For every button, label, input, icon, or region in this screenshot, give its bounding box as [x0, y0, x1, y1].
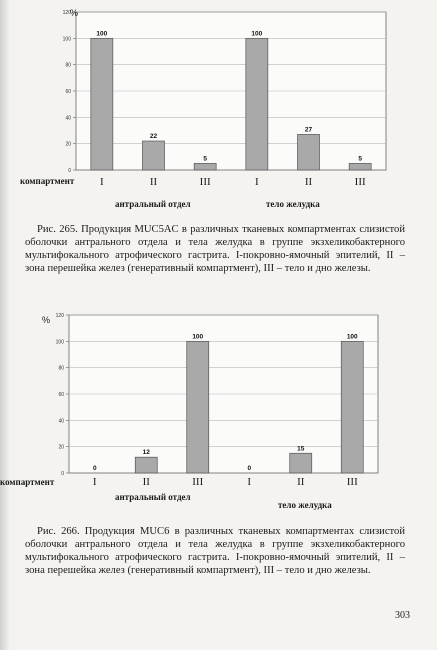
- category-tick-label: II: [304, 176, 313, 188]
- y-tick-label: 80: [58, 365, 64, 372]
- y-tick-label: 100: [62, 36, 71, 43]
- chart-muc5ac: [0, 0, 437, 215]
- category-tick-label: I: [247, 476, 252, 488]
- y-tick-label: 40: [58, 418, 64, 425]
- figure-caption-266: Рис. 266. Продукция MUC6 в различных тканевых компартментах слизистой оболочки антрального отдела и тела желудка в группе экзхеликобактерного мультифокального атрофического гастрита. I-покровно-ямочный эпителий, II – зона перешейка желез (генеративный компартмент), III – тело и дно железы.: [25, 526, 405, 576]
- page-number: 303: [395, 610, 410, 621]
- group-label-antral: антральный отдел: [115, 492, 191, 502]
- category-tick-label: II: [297, 476, 305, 488]
- bar: [290, 453, 312, 473]
- data-label: 5: [358, 155, 362, 163]
- bar: [194, 163, 216, 170]
- y-tick-label: 80: [65, 62, 71, 69]
- chart-muc6-svg: [0, 305, 437, 520]
- y-tick-label: 20: [58, 444, 64, 451]
- group-label-body: тело желудка: [266, 199, 320, 209]
- group-label-body: тело желудка: [278, 500, 332, 510]
- bar: [135, 457, 157, 473]
- data-label: 5: [203, 155, 207, 163]
- bar: [91, 38, 113, 170]
- category-tick-label: II: [149, 176, 158, 188]
- category-axis-title: компартмент: [20, 176, 75, 186]
- bar: [246, 38, 268, 170]
- group-label-antral: антральный отдел: [115, 199, 191, 209]
- y-tick-label: 40: [65, 115, 71, 122]
- data-label: 15: [297, 445, 305, 453]
- y-tick-label: 20: [65, 141, 71, 148]
- bar: [341, 341, 363, 473]
- data-label: 22: [149, 133, 158, 141]
- data-label: 12: [142, 449, 150, 457]
- category-tick-label: III: [346, 476, 358, 488]
- category-tick-label: III: [354, 176, 366, 188]
- bar: [187, 341, 209, 473]
- y-tick-label: 120: [55, 313, 64, 319]
- category-tick-label: I: [99, 176, 104, 188]
- data-label: 100: [251, 30, 263, 38]
- category-tick-label: II: [142, 476, 150, 488]
- data-label: 27: [304, 126, 313, 134]
- y-tick-label: 100: [55, 339, 64, 346]
- y-tick-label: 0: [68, 168, 71, 174]
- data-label: 0: [92, 465, 97, 472]
- bar: [143, 141, 165, 170]
- bar: [349, 163, 371, 170]
- bar: [298, 134, 320, 170]
- data-label: 100: [96, 30, 108, 38]
- y-tick-label: 60: [58, 392, 64, 398]
- chart-muc6: [0, 305, 437, 520]
- y-axis-label: %: [42, 315, 51, 325]
- y-axis-label: %: [70, 8, 79, 18]
- category-axis-title: компартмент: [0, 477, 55, 487]
- y-tick-label: 120: [62, 10, 71, 16]
- figure-caption-265: Рис. 265. Продукция MUC5AC в различных тканевых компартментах слизистой оболочки антрального отдела и тела желудка в группе экзхеликобактерного мультифокального атрофического гастрита. I-покровно-ямочный эпителий, II – зона перешейка желез (генеративный компартмент), III – тело и дно железы.: [25, 224, 405, 274]
- category-tick-label: III: [199, 176, 211, 188]
- category-tick-label: III: [192, 476, 204, 488]
- y-tick-label: 0: [61, 471, 64, 477]
- category-tick-label: I: [254, 176, 259, 188]
- data-label: 100: [346, 333, 358, 341]
- y-tick-label: 60: [65, 89, 71, 95]
- category-tick-label: I: [92, 476, 97, 488]
- data-label: 0: [247, 465, 252, 472]
- data-label: 100: [192, 333, 204, 341]
